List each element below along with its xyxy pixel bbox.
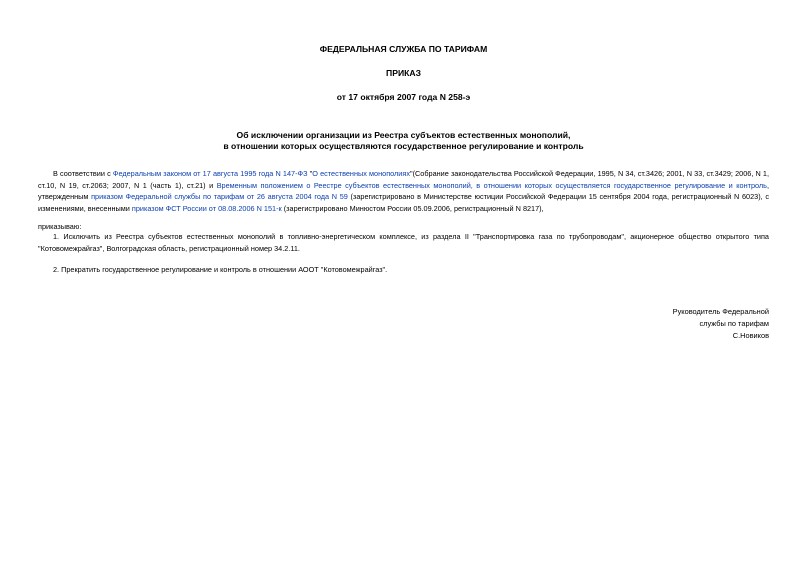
document-date: от 17 октября 2007 года N 258-э — [336, 92, 471, 102]
document-title-line-2: в отношении которых осуществляются государственное регулирование и контроль — [223, 141, 584, 151]
preamble-text-2: " — [307, 169, 313, 178]
signature-position-line-2: службы по тарифам — [699, 319, 769, 328]
preamble-text-1: В соответствии с — [53, 169, 113, 178]
preamble-text-6: (зарегистрировано Минюстом России 05.09.2006, регистрационный N 8217), — [281, 203, 544, 213]
fst-order-59-link[interactable]: приказом Федеральной службы по тарифам от 26 августа 2004 года N 59 — [91, 192, 348, 201]
preamble-text-5: (зарегистрировано в Министерстве юстиции Российской Федерации 15 сентября 2004 года, регистрационный N 6023), с изменениями, внесенными — [38, 192, 769, 213]
order-item-2: 2. Прекратить государственное регулирование и контроль в отношении АООТ "Котовомежрайгаз". — [53, 265, 388, 274]
preamble-text-3: "(Собрание законодательства Российской Федерации, 1995, N 34, ст.3426; 2001, N 33, ст.3429; 2006, N 1, ст.10, N 19, ст.2063; 2007, N 1 (часть 1), ст.21) и — [38, 169, 770, 190]
document-type: ПРИКАЗ — [386, 68, 421, 78]
preamble-paragraph — [38, 168, 769, 214]
signature-position-line-1: Руководитель Федеральной — [672, 307, 769, 316]
order-item-1: 1. Исключить из Реестра субъектов естественных монополий в топливно-энергетическом комплексе, из раздела II "Транспортировка газа по трубопроводам", акционерное общество открытого типа "Котовомежрайгаз", Волгоградская область, регистрационный номер 34.2.11. — [38, 232, 769, 253]
document-title-line-1: Об исключении организации из Реестра субъектов естественных монополий, — [236, 130, 571, 140]
preamble-text-4: , утвержденным — [38, 180, 769, 201]
agency-name: ФЕДЕРАЛЬНАЯ СЛУЖБА ПО ТАРИФАМ — [319, 44, 488, 54]
natural-monopolies-law-link[interactable]: О естественных монополиях — [312, 169, 410, 178]
order-word: приказываю: — [38, 222, 82, 231]
fst-order-151k-link[interactable]: приказом ФСТ России от 08.08.2006 N 151-к — [131, 203, 282, 213]
signature-name: С.Новиков — [732, 331, 769, 340]
signature-block — [673, 306, 769, 342]
federal-law-link[interactable]: Федеральным законом от 17 августа 1995 года N 147-ФЗ — [112, 169, 308, 178]
temporary-regulation-link[interactable]: Временным положением о Реестре субъектов естественных монополий, в отношении которых осуществляется государственное регулирование и контроль — [216, 180, 767, 190]
